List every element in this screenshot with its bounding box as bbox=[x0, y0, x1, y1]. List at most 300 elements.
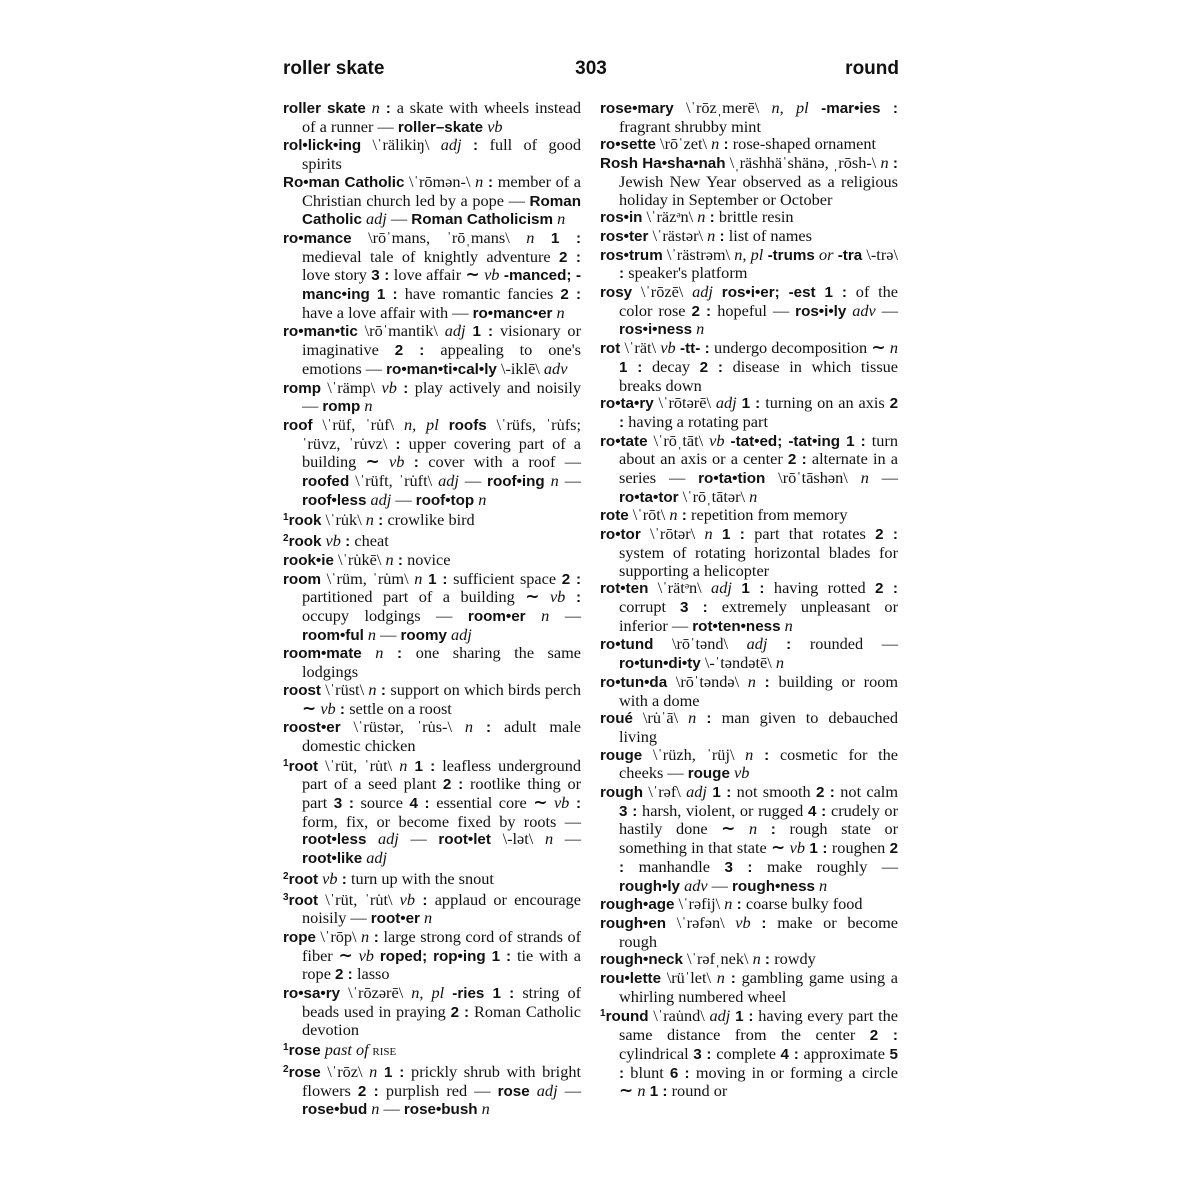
entry-text: — bbox=[868, 468, 898, 488]
entry-text: turn about an axis or a center bbox=[619, 430, 898, 469]
entry-bold-text: ro•ta•tor bbox=[619, 488, 679, 506]
entry-text: speaker's platform bbox=[628, 263, 748, 283]
entry-bold-text: room•mate bbox=[283, 645, 362, 663]
dictionary-entry bbox=[283, 416, 581, 510]
entry-text: \ru̇ˈā\ bbox=[632, 708, 689, 728]
entry-text: leafless underground part of a seed plant bbox=[302, 755, 581, 794]
entry-bold-text: : bbox=[715, 227, 729, 245]
entry-bold-text: root•less bbox=[302, 831, 367, 849]
entry-text: \rōˈtāshən\ bbox=[765, 468, 861, 488]
entry-bold-text: roped; rop•ing 1 : bbox=[373, 947, 517, 965]
entry-bold-text: 3 : bbox=[680, 598, 722, 616]
entry-bold-text: 2 : bbox=[394, 342, 441, 360]
dictionary-entry bbox=[283, 928, 581, 984]
entry-italic-label: adj bbox=[709, 1006, 731, 1026]
entry-italic-label: n bbox=[749, 486, 758, 506]
entry-text: system of rotating horizontal blades for supporting a helicopter bbox=[619, 542, 898, 580]
entry-bold-text: ro•sette bbox=[600, 136, 656, 154]
dictionary-entry bbox=[283, 570, 581, 645]
entry-italic-label: n bbox=[707, 225, 716, 245]
dictionary-entry bbox=[600, 746, 898, 783]
entry-text: Roman Catholic devotion bbox=[302, 1001, 582, 1040]
entry-bold-text: rote bbox=[600, 507, 629, 525]
entry-italic-label: vb bbox=[539, 587, 566, 607]
entry-italic-label: n bbox=[368, 679, 377, 699]
entry-bold-text: roomy bbox=[400, 626, 447, 644]
dictionary-entry bbox=[600, 950, 898, 969]
entry-text: \ˈrəf\ bbox=[643, 782, 687, 802]
entry-text: hopeful — bbox=[717, 300, 796, 320]
swung-dash: ~ bbox=[525, 587, 540, 608]
dictionary-entry bbox=[600, 709, 898, 745]
entry-bold-text: root bbox=[288, 870, 319, 888]
entry-bold-text: roué bbox=[600, 710, 633, 728]
entry-bold-text: roof bbox=[283, 416, 313, 434]
entry-text: \ˈrōz\ bbox=[320, 1061, 370, 1081]
entry-text: \ˈrüt, ˈru̇t\ bbox=[318, 889, 400, 909]
entry-bold-text: rot•ten•ness bbox=[692, 617, 781, 635]
entry-italic-label: n bbox=[745, 744, 754, 764]
entry-text: tie with a rope bbox=[302, 945, 581, 984]
entry-bold-text: : bbox=[705, 209, 719, 227]
entry-text: lasso bbox=[356, 964, 390, 984]
entry-italic-label: adv bbox=[680, 875, 708, 895]
entry-text: — bbox=[391, 489, 416, 509]
entry-text: partitioned part of a building bbox=[302, 587, 526, 607]
left-guide-word: roller skate bbox=[283, 58, 385, 79]
entry-text: visionary or imaginative bbox=[302, 321, 581, 360]
entry-bold-text: rough•ness bbox=[732, 877, 815, 895]
entry-bold-text: room•er bbox=[467, 607, 526, 625]
entry-text: support on which birds perch bbox=[390, 679, 581, 699]
entry-italic-label: adj bbox=[366, 829, 399, 849]
entry-bold-text: rook•ie bbox=[283, 551, 334, 569]
entry-bold-text: roller skate bbox=[283, 100, 366, 117]
entry-bold-text: rough•age bbox=[600, 896, 675, 914]
entry-text: \rōˈmantik\ bbox=[357, 321, 445, 341]
entry-text: having every part the same distance from the center bbox=[619, 1006, 898, 1045]
entry-italic-label: vb bbox=[318, 868, 338, 888]
entry-text: \rōˈtəndə\ bbox=[667, 671, 748, 691]
dictionary-entry bbox=[283, 322, 581, 378]
entry-text: complete bbox=[716, 1043, 781, 1063]
entry-bold-text: romp bbox=[283, 379, 321, 397]
entry-italic-label: n bbox=[860, 468, 869, 488]
homograph-number: 1 bbox=[283, 1042, 289, 1054]
entry-italic-label: n bbox=[525, 605, 550, 625]
entry-text: prickly shrub with bright flowers bbox=[302, 1061, 581, 1100]
entry-italic-label: n bbox=[697, 207, 706, 227]
entry-bold-text: : bbox=[383, 645, 416, 663]
entry-text: love affair bbox=[393, 265, 466, 285]
entry-bold-text: : bbox=[379, 100, 397, 117]
entry-bold-text: : bbox=[376, 681, 391, 699]
dictionary-entry bbox=[600, 506, 898, 525]
entry-text: \ˈrälikiŋ\ bbox=[361, 135, 441, 155]
swung-dash: ~ bbox=[871, 338, 886, 359]
entry-text: \ˈrəfˌnek\ bbox=[682, 949, 753, 969]
entry-bold-text: rook bbox=[288, 512, 322, 530]
entry-italic-label: n, pl bbox=[771, 98, 809, 117]
entry-text: part that rotates bbox=[754, 524, 876, 544]
entry-bold-text: -manced; -manc•ing 1 : bbox=[302, 267, 581, 304]
entry-text: \ˈrästər\ bbox=[648, 225, 708, 245]
entry-bold-text: : bbox=[888, 155, 898, 173]
entry-bold-text: roofs bbox=[438, 416, 487, 434]
swung-dash: ~ bbox=[465, 265, 480, 286]
entry-text: \rüˈlet\ bbox=[661, 968, 717, 988]
page-number: 303 bbox=[575, 58, 607, 79]
entry-bold-text: -trums bbox=[763, 246, 815, 264]
entry-text: \rōˈtənd\ bbox=[653, 634, 747, 654]
entry-bold-text: rose bbox=[288, 1063, 321, 1081]
entry-text: a skate with wheels instead of a runner — bbox=[302, 98, 581, 136]
entry-text: \ˈrüstər, ˈru̇s-\ bbox=[340, 717, 465, 737]
entry-text: \ˈrōp\ bbox=[315, 926, 362, 946]
entry-text: member of a Christian church led by a pope — bbox=[302, 171, 582, 210]
swung-dash: ~ bbox=[338, 945, 353, 966]
entry-italic-label: adj bbox=[362, 848, 388, 868]
entry-text: essential core bbox=[436, 793, 534, 813]
dictionary-entry bbox=[600, 969, 898, 1005]
entry-bold-text: : bbox=[753, 746, 780, 764]
dictionary-entry bbox=[600, 914, 898, 950]
entry-bold-text: 1 : bbox=[730, 1008, 759, 1026]
entry-bold-text: rose•bush bbox=[403, 1101, 478, 1119]
entry-bold-text: rot•ten bbox=[600, 580, 649, 598]
entry-text: \ˈrōtərē\ bbox=[653, 393, 716, 413]
entry-text: make roughly — bbox=[767, 856, 899, 876]
entry-bold-text: -mar•ies : bbox=[808, 100, 898, 117]
entry-text: \ˌräshhäˈshänə, ˌrōsh-\ bbox=[725, 153, 881, 173]
entry-italic-label: adj bbox=[438, 471, 459, 491]
entry-text: — bbox=[707, 875, 733, 895]
entry-bold-text: 2 : bbox=[815, 784, 841, 802]
entry-text: \ˈrüm, ˈru̇m\ bbox=[320, 568, 415, 588]
entry-bold-text: roof•top bbox=[415, 491, 475, 509]
entry-bold-text: : bbox=[395, 435, 409, 453]
entry-text: \ˈrüst\ bbox=[320, 679, 369, 699]
entry-italic-label: adj bbox=[529, 1080, 558, 1100]
entry-bold-text: 1 : bbox=[534, 229, 581, 247]
dictionary-entry bbox=[600, 579, 898, 635]
entry-bold-text: rol•lick•ing bbox=[283, 137, 362, 155]
entry-text: novice bbox=[407, 549, 451, 569]
entry-text: roughen bbox=[831, 838, 890, 858]
entry-bold-text: 2 : bbox=[875, 526, 898, 544]
entry-text: building or room with a dome bbox=[619, 671, 899, 710]
entry-text: rowdy bbox=[774, 949, 816, 969]
dictionary-entry bbox=[600, 99, 898, 135]
homograph-number: 2 bbox=[283, 533, 289, 545]
entry-bold-text: root bbox=[288, 757, 319, 775]
entry-bold-text: ros•i•ness bbox=[619, 321, 693, 339]
entry-text: have a love affair with — bbox=[302, 302, 473, 322]
entry-text: \ˈrəfən\ bbox=[666, 912, 736, 932]
entry-italic-label: or bbox=[814, 244, 834, 264]
entry-text: \-iklē\ bbox=[496, 358, 544, 378]
entry-text: one sharing the same lodgings bbox=[302, 643, 581, 682]
swung-dash: ~ bbox=[533, 793, 548, 814]
entry-text: \ˈrau̇nd\ bbox=[648, 1006, 710, 1026]
dictionary-entry bbox=[283, 99, 581, 136]
entry-bold-text: : bbox=[461, 137, 490, 155]
entry-bold-text: -tra bbox=[833, 246, 863, 264]
entry-text: turn up with the snout bbox=[351, 868, 494, 888]
dictionary-entry bbox=[283, 1061, 581, 1119]
entry-italic-label: adv bbox=[846, 300, 876, 320]
entry-italic-label: vb bbox=[352, 945, 374, 965]
entry-bold-text: rose•bud bbox=[302, 1101, 368, 1119]
entry-bold-text: roost•er bbox=[283, 719, 341, 737]
entry-text: rough state or something in that state bbox=[619, 819, 899, 858]
dictionary-entry bbox=[283, 551, 581, 570]
entry-bold-text: rose bbox=[497, 1082, 530, 1100]
entry-italic-label: n bbox=[477, 1099, 490, 1119]
entry-text: — bbox=[398, 829, 439, 849]
entry-text: alternate in a series — bbox=[619, 449, 898, 488]
entry-text: appealing to one's emotions — bbox=[302, 340, 581, 378]
entry-italic-label: n bbox=[360, 396, 373, 416]
entry-italic-label: n bbox=[880, 153, 889, 173]
entry-bold-text: rough•en bbox=[600, 914, 667, 932]
entry-text: cylindrical bbox=[619, 1043, 694, 1063]
entry-text: list of names bbox=[728, 225, 812, 245]
entry-bold-text: : bbox=[760, 951, 775, 969]
entry-italic-label: vb bbox=[709, 430, 725, 450]
entry-text: — bbox=[376, 624, 401, 644]
dictionary-entry bbox=[283, 379, 581, 416]
entry-bold-text: : bbox=[724, 970, 742, 988]
entry-text: \ˈru̇kē\ bbox=[333, 549, 386, 569]
entry-bold-text: : bbox=[569, 795, 582, 813]
entry-bold-text: 2 : bbox=[699, 358, 733, 376]
entry-italic-label: n bbox=[633, 1081, 646, 1101]
entry-italic-label: n, pl bbox=[411, 983, 445, 1003]
entry-text: undergo decomposition bbox=[714, 338, 872, 358]
entry-bold-text: 1 : bbox=[712, 526, 755, 544]
entry-italic-label: n bbox=[669, 505, 678, 525]
entry-text: having rotted bbox=[773, 578, 875, 598]
entry-bold-text: : bbox=[369, 928, 384, 946]
entry-text: manhandle bbox=[638, 856, 725, 876]
entry-bold-text: roost bbox=[283, 681, 321, 699]
entry-text: harsh, violent, or rugged bbox=[642, 800, 808, 820]
entry-text: \ˈrōzˌmerē\ bbox=[673, 98, 772, 117]
entry-italic-label: n bbox=[367, 1099, 380, 1119]
entry-text: \ˈrüf, ˈru̇f\ bbox=[312, 414, 404, 434]
entry-text: cosmetic for the cheeks — bbox=[619, 744, 899, 783]
entry-bold-text: root•let bbox=[438, 831, 491, 849]
entry-text: \ˈrəfij\ bbox=[674, 894, 725, 914]
entry-text: string of beads used in praying bbox=[302, 983, 581, 1021]
entry-italic-label: vb bbox=[479, 265, 500, 285]
entry-italic-label: adj bbox=[686, 782, 707, 802]
entry-bold-text: 1 : bbox=[619, 358, 653, 376]
entry-italic-label: n bbox=[692, 319, 705, 339]
dictionary-entry bbox=[600, 246, 898, 283]
entry-bold-text: : bbox=[565, 589, 582, 607]
entry-text: corrupt bbox=[619, 596, 680, 616]
entry-text: cheat bbox=[354, 531, 389, 551]
entry-bold-text: room•ful bbox=[302, 626, 364, 644]
entry-text: — bbox=[549, 605, 582, 625]
entry-text: \rōˈmans, ˈrōˌmans\ bbox=[351, 227, 527, 247]
swung-dash: ~ bbox=[771, 838, 786, 859]
entry-italic-label: n bbox=[711, 134, 720, 154]
entry-bold-text: 2 : bbox=[869, 1027, 898, 1045]
entry-bold-text: 2 : bbox=[787, 451, 812, 469]
entry-italic-label: n bbox=[780, 615, 793, 635]
entry-text: purplish red — bbox=[385, 1080, 498, 1100]
entry-italic-label: adj bbox=[746, 634, 768, 654]
entry-bold-text: : bbox=[337, 870, 352, 888]
entry-text: \ˈrōˌtātər\ bbox=[678, 486, 750, 506]
entry-text: \ˈrōzərē\ bbox=[340, 983, 412, 1003]
entry-bold-text: rook bbox=[288, 533, 322, 551]
entry-text: \-trə\ bbox=[862, 244, 898, 264]
entry-italic-label: adj bbox=[366, 489, 392, 509]
entry-bold-text: 2 : bbox=[560, 286, 581, 304]
entry-bold-text: ro•tun•da bbox=[600, 673, 668, 691]
entry-bold-text: ro•man•tic bbox=[283, 323, 358, 341]
entry-bold-text: 2 : bbox=[558, 248, 581, 266]
dictionary-entry bbox=[600, 895, 898, 914]
dictionary-entry bbox=[600, 394, 898, 431]
entry-bold-text: Roman Catholicism bbox=[411, 211, 554, 229]
dictionary-entry bbox=[283, 1039, 581, 1061]
entry-italic-label: adj bbox=[711, 578, 732, 598]
page-header bbox=[283, 56, 899, 86]
entry-bold-text: 1 : bbox=[422, 570, 454, 588]
entry-italic-label: vb bbox=[381, 377, 397, 397]
entry-bold-text: 2 : bbox=[619, 395, 899, 431]
entry-bold-text: 3 : bbox=[724, 858, 768, 876]
right-guide-word: round bbox=[845, 58, 899, 79]
entry-bold-text: rosy bbox=[600, 284, 633, 302]
entry-text: \ˈrōtər\ bbox=[640, 524, 705, 544]
entry-bold-text: : bbox=[696, 710, 722, 728]
entry-italic-label: adj bbox=[444, 321, 466, 341]
entry-italic-label: n bbox=[885, 338, 898, 358]
entry-bold-text: : bbox=[393, 551, 408, 569]
entry-text: \ˈrōmən-\ bbox=[404, 171, 476, 191]
entry-italic-label: n bbox=[552, 302, 565, 322]
entry-text: \ˈrüft, ˈru̇ft\ bbox=[349, 471, 439, 491]
dictionary-entry bbox=[283, 509, 581, 530]
dictionary-entry bbox=[283, 718, 581, 754]
dictionary-entry bbox=[283, 755, 581, 868]
entry-text: adult male domestic chicken bbox=[302, 717, 582, 755]
entry-italic-label: n bbox=[716, 968, 725, 988]
entry-bold-text: 1 : bbox=[465, 323, 500, 341]
entry-italic-label: vb bbox=[483, 116, 503, 136]
entry-text: \rōˈzet\ bbox=[655, 134, 712, 154]
dictionary-entry bbox=[600, 227, 898, 246]
entry-bold-text: 4 : bbox=[807, 802, 831, 820]
entry-bold-text: ro•ta•tion bbox=[698, 470, 766, 488]
entry-bold-text: : bbox=[472, 719, 504, 737]
entry-text: source bbox=[360, 793, 410, 813]
entry-text: love story bbox=[302, 265, 372, 285]
entry-italic-label: adj bbox=[446, 624, 472, 644]
entry-bold-text: ro•man•ti•cal•ly bbox=[386, 360, 497, 378]
entry-italic-label: n, pl bbox=[734, 244, 764, 264]
entry-text: — bbox=[379, 1099, 404, 1119]
entry-italic-label: n bbox=[544, 471, 559, 491]
entry-italic-label: n bbox=[361, 926, 370, 946]
entry-text: \ˈrüt, ˈru̇t\ bbox=[318, 755, 400, 775]
dictionary-entry bbox=[600, 783, 898, 895]
entry-bold-text: : bbox=[767, 636, 810, 654]
entry-italic-label: vb bbox=[379, 452, 405, 472]
entry-bold-text: ros•ter bbox=[600, 227, 649, 245]
dictionary-entry bbox=[600, 339, 898, 394]
entry-bold-text: ros•i•er; -est 1 : bbox=[712, 284, 856, 302]
entry-text: round or bbox=[671, 1081, 728, 1101]
homograph-number: 1 bbox=[283, 757, 289, 769]
entry-bold-text: ros•in bbox=[600, 209, 643, 227]
entry-italic-label: n bbox=[704, 524, 713, 544]
swung-dash: ~ bbox=[365, 452, 380, 473]
entry-text: \ˈrämp\ bbox=[320, 377, 382, 397]
entry-italic-label: n bbox=[474, 489, 487, 509]
entry-bold-text: Ro•man Catholic bbox=[283, 173, 405, 191]
dictionary-entry bbox=[600, 135, 898, 154]
entry-italic-label: adv bbox=[543, 358, 568, 378]
entry-italic-label: vb bbox=[547, 793, 570, 813]
entry-italic-label: n bbox=[544, 829, 554, 849]
entry-bold-text: 2 : bbox=[619, 840, 899, 876]
entry-text: \ˈrätᵊn\ bbox=[648, 578, 712, 598]
entry-bold-text: 6 : bbox=[669, 1064, 696, 1082]
entry-bold-text: 2 : bbox=[450, 1003, 474, 1021]
entry-italic-label: n bbox=[419, 908, 433, 928]
entry-text: \ˈrōzē\ bbox=[632, 282, 693, 302]
entry-bold-text: -tt- : bbox=[675, 340, 715, 358]
entry-bold-text: ro•tor bbox=[600, 526, 641, 544]
entry-text: — bbox=[553, 829, 581, 849]
entry-text: not smooth bbox=[736, 782, 816, 802]
entry-bold-text: -ries 1 : bbox=[444, 985, 523, 1003]
entry-bold-text: ros•i•ly bbox=[795, 302, 847, 320]
entry-bold-text: ros•trum bbox=[600, 246, 663, 264]
entry-bold-text: 2 : bbox=[561, 570, 581, 588]
entry-italic-label: n bbox=[752, 949, 761, 969]
entry-bold-text: 4 : bbox=[409, 795, 437, 813]
entry-text: fragrant shrubby mint bbox=[619, 116, 761, 136]
entry-bold-text: : bbox=[750, 914, 778, 932]
entry-bold-text: room bbox=[283, 570, 321, 588]
entry-bold-text: : bbox=[335, 700, 350, 718]
entry-bold-text: : bbox=[619, 265, 629, 283]
entry-italic-label: n bbox=[365, 98, 380, 117]
entry-bold-text: 3 : bbox=[619, 802, 643, 820]
entry-bold-text: 4 : bbox=[780, 1045, 804, 1063]
entry-bold-text: romp bbox=[322, 398, 361, 416]
entry-bold-text: : bbox=[396, 379, 415, 397]
dictionary-entry bbox=[283, 681, 581, 718]
entry-text: extremely unpleasant or inferior — bbox=[619, 596, 898, 635]
entry-bold-text: 1 : bbox=[804, 840, 832, 858]
entry-bold-text: Roman Catholic bbox=[302, 192, 581, 229]
entry-italic-label: vb bbox=[785, 838, 805, 858]
entry-bold-text: rouge bbox=[600, 746, 643, 764]
entry-text: \ˈräzᵊn\ bbox=[642, 207, 698, 227]
entry-bold-text: : bbox=[719, 136, 733, 154]
entry-bold-text: 1 : bbox=[407, 757, 443, 775]
entry-text: having a rotating part bbox=[628, 411, 768, 431]
